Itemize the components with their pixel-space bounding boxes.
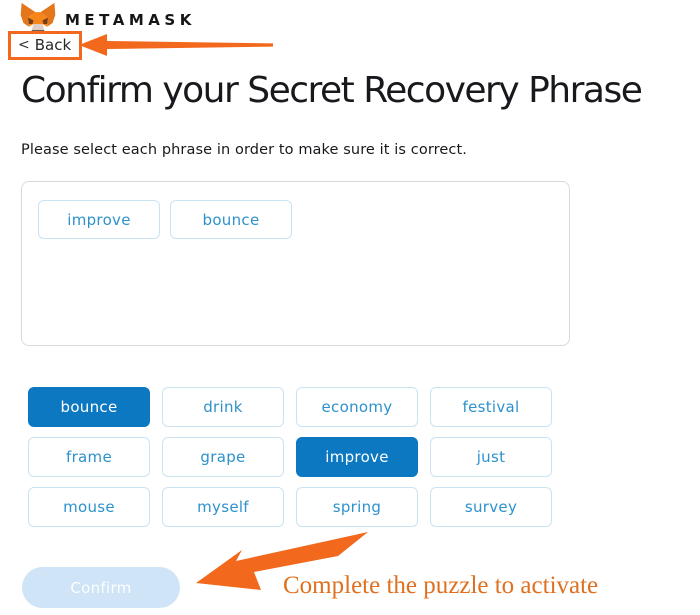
metamask-wordmark: METAMASK bbox=[65, 11, 196, 29]
selected-phrase-chip-improve[interactable]: improve bbox=[38, 200, 160, 239]
annotation-arrow-left-icon bbox=[79, 33, 275, 57]
page-subtitle: Please select each phrase in order to make sure it is correct. bbox=[21, 142, 467, 158]
word-option-grape[interactable]: grape bbox=[162, 437, 284, 477]
back-button-label: Back bbox=[34, 36, 72, 54]
word-option-economy[interactable]: economy bbox=[296, 387, 418, 427]
chevron-left-icon: < bbox=[18, 37, 30, 53]
selected-phrase-chip-bounce[interactable]: bounce bbox=[170, 200, 292, 239]
word-option-just[interactable]: just bbox=[430, 437, 552, 477]
word-option-bounce[interactable]: bounce bbox=[28, 387, 150, 427]
word-option-myself[interactable]: myself bbox=[162, 487, 284, 527]
word-option-mouse[interactable]: mouse bbox=[28, 487, 150, 527]
word-option-improve[interactable]: improve bbox=[296, 437, 418, 477]
word-option-festival[interactable]: festival bbox=[430, 387, 552, 427]
confirm-button[interactable]: Confirm bbox=[22, 567, 180, 608]
page-title: Confirm your Secret Recovery Phrase bbox=[21, 70, 642, 111]
selected-phrases-box bbox=[21, 181, 570, 346]
annotation-note: Complete the puzzle to activate bbox=[283, 572, 599, 599]
word-option-spring[interactable]: spring bbox=[296, 487, 418, 527]
word-option-survey[interactable]: survey bbox=[430, 487, 552, 527]
word-option-frame[interactable]: frame bbox=[28, 437, 150, 477]
word-option-drink[interactable]: drink bbox=[162, 387, 284, 427]
word-options-grid bbox=[28, 387, 552, 527]
metamask-fox-icon bbox=[19, 3, 57, 34]
back-button-highlight[interactable] bbox=[8, 31, 82, 60]
